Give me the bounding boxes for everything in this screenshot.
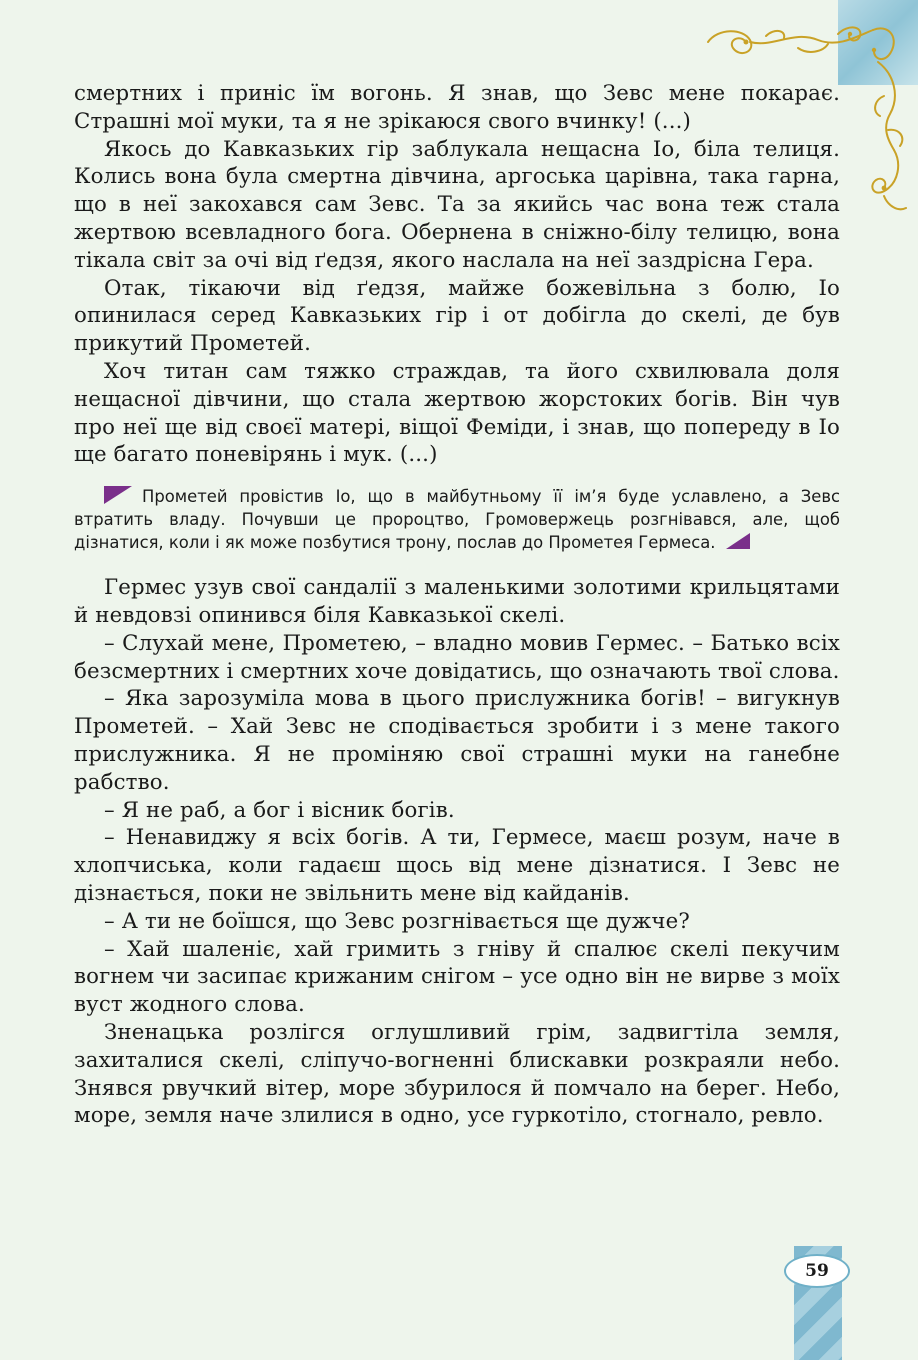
summary-note-text: Прометей провістив Іо, що в майбутньому її ім’я буде уславлено, а Зевс втратить владу. Почувши це пророцтво, Громовержець розгнівався, але, щоб дізнатися, коли і як може позбутися трону, послав до Прометея Гермеса. [74,487,840,553]
paragraph: Зненацька розлігся оглушливий грім, задвигтіла земля, захиталися скелі, сліпучо-вогненні блискавки розкраяли небо. Знявся рвучкий вітер, море збурилося й помчало на берег. Небо, море, земля наче злилися в одно, усе гуркотіло, стогнало, ревло. [74,1019,840,1129]
paragraph: – Хай шаленіє, хай гримить з гніву й спалює скелі пекучим вогнем чи засипає крижаним снігом – усе одно він не вирве з моїх вуст жодного слова. [74,936,840,1018]
paragraph: – Слухай мене, Прометею, – владно мовив Гермес. – Батько всіх безсмертних і смертних хоче довідатись, що означають твої слова. [74,630,840,684]
paragraph: смертних і приніс їм вогонь. Я знав, що Зевс мене покарає. Страшні мої муки, та я не зрікаюся свого вчинку! (...) [74,81,840,134]
paragraph: Якось до Кавказьких гір заблукала нещасна Іо, біла телиця. Колись вона була смертна дівчина, аргоська царівна, така гарна, що в неї закохався сам Зевс. Та за якийсь час вона теж стала жертвою всевладного бога. Обернена в сніжно-білу телицю, вона тікала світ за очі від ґедзя, якого наслала на неї заздрісна Гера. [74,136,840,273]
paragraph: Хоч титан сам тяжко страждав, та його схвилювала доля нещасної дівчини, що стала жертвою жорстоких богів. Він чув про неї ще від своєї матері, віщої Феміди, і знав, що попереду в Іо ще багато поневірянь і мук. (...) [74,358,840,468]
paragraph: – А ти не боїшся, що Зевс розгнівається ще дужче? [104,908,690,934]
triangle-marker-icon [726,533,750,549]
text-body [74,80,840,1130]
paragraph: Гермес узув свої сандалії з маленькими золотими крильцятами й невдовзі опинився біля Кавказької скелі. [74,575,840,628]
paragraph: Отак, тікаючи від ґедзя, майже божевільна з болю, Іо опинилася серед Кавказьких гір і от добігла до скелі, де був прикутий Прометей. [74,275,840,357]
summary-note [74,485,840,554]
paragraph: – Яка зарозуміла мова в цього прислужника богів! – вигукнув Прометей. – Хай Зевс не сподівається зробити і з мене такого прислужника. Я не проміняю свої страшні муки на ганебне рабство. [74,686,840,795]
triangle-marker-icon [104,486,132,504]
page-number: 59 [784,1254,850,1288]
paragraph: – Я не раб, а бог і вісник богів. [104,797,455,823]
paragraph: – Ненавиджу я всіх богів. А ти, Гермесе, маєш розум, наче в хлопчиська, коли гадаєш щось від мене дізнатися. І Зевс не дізнається, поки не звільнить мене від кайданів. [74,825,840,906]
